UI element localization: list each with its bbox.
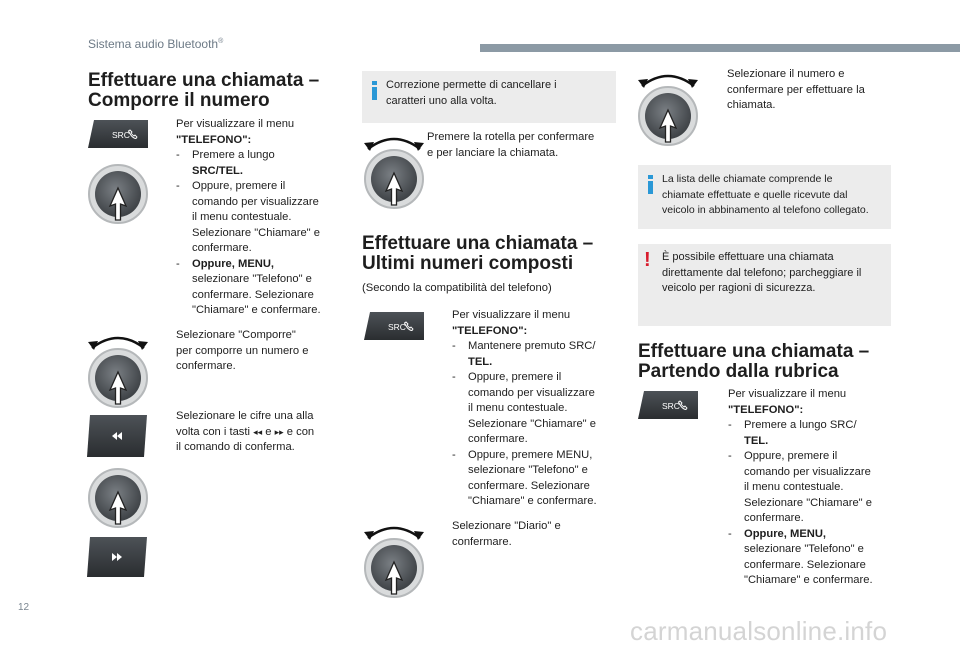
src-tel-button	[636, 390, 700, 420]
rotary-knob-turn-icon	[362, 131, 426, 215]
list-item: - Oppure, premere il comando per visualizzare il menu contestuale. Selezionare "Chiamare" e confermare.	[728, 450, 872, 524]
list-item: - Mantenere premuto SRC/ TEL.	[452, 340, 596, 368]
running-header: Sistema audio Bluetooth®	[88, 37, 224, 51]
info-icon	[371, 81, 377, 100]
compat-note: (Secondo la compatibilità del telefono)	[362, 282, 552, 294]
list-item: - Premere a lungo SRC/ TEL.	[728, 419, 857, 447]
rewind-button	[86, 414, 148, 458]
section-title-comporre: Effettuare una chiamata – Comporre il numero	[88, 70, 320, 111]
list-item: - Oppure, MENU, selezionare "Telefono" e confermare. Selezionare "Chiamare" e confermare.	[728, 527, 873, 586]
instruction-diario: Selezionare "Diario" e confermare.	[452, 520, 561, 548]
forward-icon: ▸▸	[274, 426, 284, 437]
forward-button	[86, 536, 148, 578]
src-label: SRC	[662, 401, 680, 411]
section-title-ultimi: Effettuare una chiamata – Ultimi numeri composti	[362, 233, 594, 274]
src-tel-button	[86, 119, 150, 149]
rotary-knob-turn-icon	[636, 68, 700, 152]
list-item: - Oppure, premere il comando per visualizzare il menu contestuale. Selezionare "Chiamare" e confermare.	[176, 180, 320, 254]
page-number: 12	[18, 602, 30, 613]
instructions-rubrica: Per visualizzare il menu "TELEFONO": - Premere a lungo SRC/ TEL. - Oppure, premere il comando per visualizzare il menu contestuale. Selezionare "Chiamare" e confermare. - Oppure, MENU, selezionare "Telefono" e confermare. Selezionare "Chiamare" e confermare.	[728, 387, 893, 589]
instructions-ultimi: Per visualizzare il menu "TELEFONO": - Mantenere premuto SRC/ TEL. - Oppure, premere il comando per visualizzare il menu contestuale. Selezionare "Chiamare" e confermare. - Oppure, premere MENU, selezionare "Telefono" e confermare. Selezionare "Chiamare" e confermare.	[452, 308, 622, 510]
warning-icon: !	[644, 249, 651, 271]
src-label: SRC	[388, 322, 406, 332]
watermark: carmanualsonline.info	[630, 616, 888, 646]
rotary-knob-press-icon	[86, 162, 150, 226]
list-item: - Premere a lungo SRC/TEL.	[176, 149, 275, 177]
list-item: - Oppure, MENU, selezionare "Telefono" e confermare. Selezionare "Chiamare" e confermare.	[176, 257, 321, 316]
info-note-correzione: Correzione permette di cancellare i caratteri uno alla volta.	[362, 71, 616, 123]
rotary-knob-press-icon	[86, 466, 150, 530]
instruction-seleziona-numero: Selezionare il numero e confermare per effettuare la chiamata.	[727, 68, 865, 111]
warning-note: ! È possibile effettuare una chiamata direttamente dal telefono; parcheggiare il veicolo per ragioni di sicurezza.	[638, 244, 891, 326]
instructions-comporre: Per visualizzare il menu "TELEFONO": - Premere a lungo SRC/TEL. - Oppure, premere il comando per visualizzare il menu contestuale. Selezionare "Chiamare" e confermare. - Oppure, MENU, selezionare "Telefono" e confermare. Selezionare "Chiamare" e confermare.	[176, 117, 346, 319]
instruction-comporre-select: Selezionare "Comporre" per comporre un numero e confermare.	[176, 329, 309, 372]
instruction-digits: Selezionare le cifre una alla volta con i tasti ◂◂ e ▸▸ e con il comando di conferma.	[176, 410, 315, 453]
rotary-knob-turn-icon	[86, 330, 150, 414]
list-item: - Oppure, premere MENU, selezionare "Telefono" e confermare. Selezionare "Chiamare" e confermare.	[452, 448, 597, 507]
rewind-icon: ◂◂	[253, 426, 263, 437]
list-item: - Oppure, premere il comando per visualizzare il menu contestuale. Selezionare "Chiamare" e confermare.	[452, 371, 596, 445]
instruction-lancia-chiamata: Premere la rotella per confermare e per lanciare la chiamata.	[427, 131, 595, 159]
src-label: SRC	[112, 130, 130, 140]
src-tel-button	[362, 311, 426, 341]
info-note-lista: La lista delle chiamate comprende le chiamate effettuate e quelle ricevute dal veicolo in abbinamento al telefono collegato.	[638, 165, 891, 229]
info-icon	[647, 175, 653, 194]
rotary-knob-turn-icon	[362, 520, 426, 604]
section-title-rubrica: Effettuare una chiamata – Partendo dalla rubrica	[638, 341, 870, 382]
header-bar	[480, 44, 960, 52]
